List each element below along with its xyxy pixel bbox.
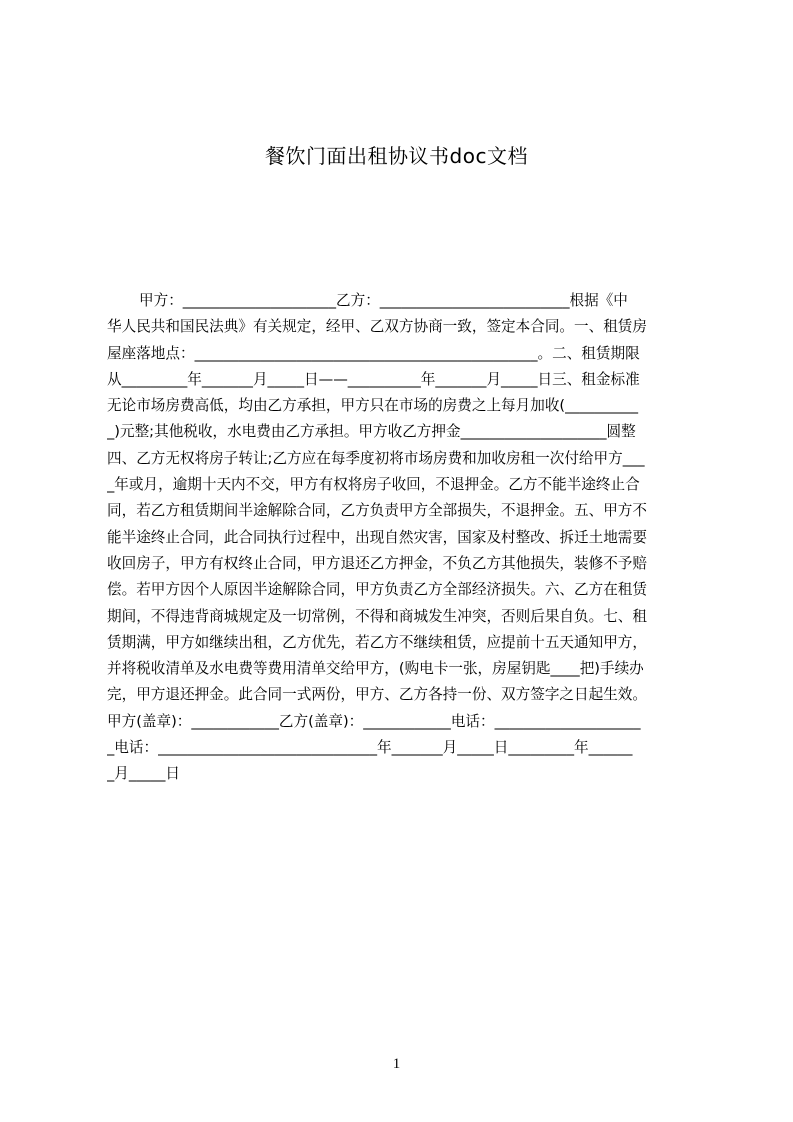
signature-line: _电话：______________________________年_______月_____日_________年______	[107, 739, 633, 757]
body-line: 无论市场房费高低，均由乙方承担，甲方只在市场的房费之上每月加收(__________	[107, 397, 639, 415]
body-line: 四、乙方无权将房子转让;乙方应在每季度初将市场房费和加收房租一次付给甲方___	[107, 449, 645, 467]
body-line: 屋座落地点：_______________________________________________。二、租赁期限	[107, 344, 640, 362]
body-line: 甲方：_____________________乙方：__________________________根据《中	[139, 292, 628, 309]
body-line: 期间，不得违背商城规定及一切常例，不得和商城发生冲突，否则后果自负。七、租	[107, 607, 647, 625]
body-line: 完，甲方退还押金。此合同一式两份，甲方、乙方各持一份、双方签字之日起生效。	[107, 686, 647, 704]
body-line: 华人民共和国民法典》有关规定，经甲、乙双方协商一致，签定本合同。一、租赁房	[107, 318, 647, 336]
body-line: 赁期满，甲方如继续出租，乙方优先，若乙方不继续租赁，应提前十五天通知甲方，	[107, 633, 647, 651]
body-line: 并将税收清单及水电费等费用清单交给甲方，(购电卡一张，房屋钥匙____把)手续办	[107, 660, 644, 678]
body-line: 偿。若甲方因个人原因半途解除合同，甲方负责乙方全部经济损失。六、乙方在租赁	[107, 581, 647, 599]
signature-line: _月_____日	[107, 765, 180, 783]
page-number: 1	[392, 1056, 401, 1072]
body-line: 收回房子，甲方有权终止合同，甲方退还乙方押金，不负乙方其他损失，装修不予赔	[107, 554, 647, 572]
document-body	[107, 288, 699, 788]
body-line: _)元整;其他税收，水电费由乙方承担。甲方收乙方押金____________________圆整	[107, 423, 636, 441]
document-title: 餐饮门面出租协议书doc文档	[265, 144, 528, 168]
body-line: 同，若乙方租赁期间半途解除合同，乙方负责甲方全部损失，不退押金。五、甲方不	[107, 502, 647, 520]
signature-line: 甲方(盖章)：____________乙方(盖章)：____________电话：____________________	[107, 712, 641, 730]
body-line: 从_________年_______月_____日——__________年_______月_____日三、租金标准	[107, 370, 640, 388]
body-line: _年或月，逾期十天内不交，甲方有权将房子收回，不退押金。乙方不能半途终止合	[107, 476, 640, 494]
body-line: 能半途终止合同，此合同执行过程中，出现自然灾害，国家及村整改、拆迁土地需要	[107, 528, 647, 546]
